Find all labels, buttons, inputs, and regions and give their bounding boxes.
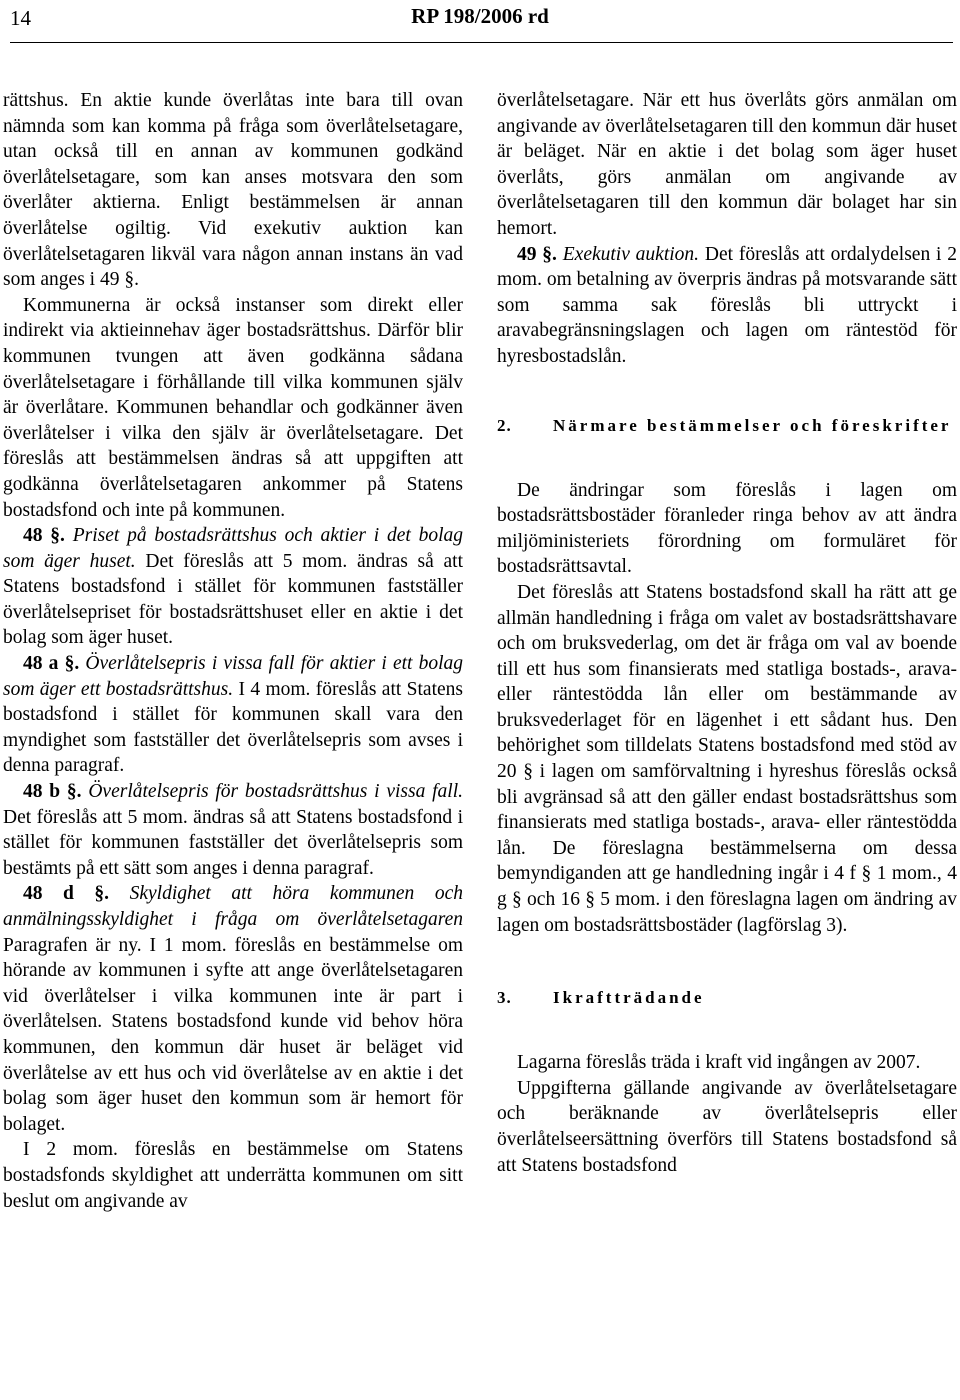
- left-column: [3, 88, 463, 1214]
- spacer: [497, 938, 957, 986]
- section-paragraph: [3, 523, 463, 651]
- section-paragraph: [3, 881, 463, 1137]
- section-paragraph: [3, 779, 463, 881]
- heading-number: 3.: [497, 988, 512, 1008]
- section-body: Det föreslås att 5 mom. ändras så att Statens bostadsfond i stället för kommunen fastställer det överlåtelsepris som bestämts på ett sätt som anges i denna paragraf.: [3, 806, 463, 879]
- paragraph: Lagarna föreslås träda i kraft vid ingången av 2007.: [517, 1052, 921, 1074]
- section-number: 49 §.: [517, 243, 557, 265]
- paragraph: överlåtelsetagare. När ett hus överlåts görs anmälan om angivande av överlåtelsetagaren till den kommun där huset är beläget. När en aktie i det bolag som äger huset överlåts, görs anmälan om angivande av överlåtelsetagaren till den kommun där bolaget har sin hemort.: [497, 90, 957, 239]
- section-title: Överlåtelsepris för bostadsrättshus i vissa fall.: [88, 781, 463, 803]
- section-number: 48 §.: [23, 525, 65, 547]
- section-paragraph: [3, 651, 463, 779]
- section-number: 48 b §.: [23, 781, 82, 803]
- paragraph: Kommunerna är också instanser som direkt eller indirekt via aktieinnehav äger bostadsrättshus. Därför blir kommunen tvungen att även godkänna sådana överlåtelsetagare i förhållande till vilka kommunen själv är överlåtare. Kommunen behandlar och godkänner även överlåtelser i vilka den själv är överlåtelsetagare. Det föreslås att bestämmelsen ändras så att uppgiften att godkänna överlåtelsetagaren ankommer på Statens bostadsfond och inte på kommunen.: [3, 294, 463, 521]
- heading-number: 2.: [497, 415, 512, 435]
- section-body: Paragrafen är ny. I 1 mom. föreslås en bestämmelse om hörande av kommunen i syfte att ange överlåtelsetagaren vid överlåtelser i vilka kommunen inte är part i överlåtelsen. Statens bostadsfond kunde vid behov höra kommunen, den kommun där huset är beläget vid överlåtelse av ett hus och vid överlåtelse av en aktie i det bolag som äger huset den kommun som är hemort för bolaget.: [3, 934, 463, 1135]
- page-header: [0, 0, 960, 46]
- paragraph: rättshus. En aktie kunde överlåtas inte bara till ovan nämnda som kan komma på fråga som överlåtelsetagare, utan också till en annan av kommunen godkänd överlåtelsetagare, som kan anses motsvara den som överlåter aktierna. Enligt bestämmelsen är annan överlåtelse ogiltig. Vid exekutiv auktion kan överlåtelsetagaren likväl vara någon annan instans än vad som anges i 49 §.: [3, 90, 463, 291]
- section-body: Det föreslås att 5 mom. ändras så att Statens bostadsfond i stället för kommunen fastställer överlåtelsepriset för bostadsrättshuset eller en aktie i det bolag som äger huset.: [3, 550, 464, 649]
- paragraph: I 2 mom. föreslås en bestämmelse om Statens bostadsfonds skyldighet att underrätta kommunen om sitt beslut om angivande av: [3, 1139, 463, 1212]
- section-title: Priset på bostadsrättshus och aktier i det bolag som äger huset.: [3, 525, 464, 572]
- section-title: Exekutiv auktion.: [562, 243, 700, 265]
- section-paragraph: [497, 242, 957, 370]
- heading-3: [497, 986, 957, 1010]
- section-title: Skyldighet att höra kommunen och anmälningsskyldighet i fråga om överlåtelsetagaren: [3, 883, 463, 930]
- right-column: [497, 88, 957, 1178]
- section-number: 48 a §.: [23, 653, 80, 675]
- paragraph: Uppgifterna gällande angivande av överlåtelsetagare och beräknande av överlåtelsepris eller överlåtelseersättning överförs till Statens bostadsfond så att Statens bostadsfond: [497, 1077, 957, 1176]
- document-reference: RP 198/2006 rd: [411, 4, 549, 28]
- page-number: 14: [10, 6, 31, 30]
- section-body: I 4 mom. föreslås att Statens bostadsfond i stället för kommunen skall vara den myndighet som fastställer det överlåtelsepris som avses i denna paragraf.: [3, 678, 463, 777]
- section-number: 48 d §.: [23, 883, 110, 905]
- heading-2: [497, 414, 957, 438]
- spacer: [497, 370, 957, 414]
- header-rule: [10, 42, 953, 43]
- heading-text: Ikraftträdande: [553, 988, 705, 1008]
- spacer: [497, 1010, 957, 1050]
- paragraph: De ändringar som föreslås i lagen om bostadsrättsbostäder föranleder ringa behov av att ändra miljöministeriets förordning om formuläret för bostadsrättsavtal.: [497, 479, 957, 578]
- section-title: Överlåtelsepris i vissa fall för aktier i ett bolag som äger ett bostadsrättshus.: [3, 653, 464, 700]
- section-body: Det föreslås att ordalydelsen i 2 mom. om betalning av överpris ändras på motsvarande sätt som samma sak föreslås bli uttryckt i aravabegränsningslagen och lagen om räntestöd för hyresbostadslån.: [497, 243, 958, 367]
- heading-text: Närmare bestämmelser och föreskrifter: [553, 415, 952, 435]
- spacer: [497, 438, 957, 478]
- paragraph: Det föreslås att Statens bostadsfond skall ha rätt att ge allmän handledning i fråga om valet av bostadsrättshavare och om bruksvederlag, om det är fråga om val av boende till ett hus som finansierats med statliga bostads-, arava- eller räntestödda lån eller om bestämmande av bruksvederlaget för en lägenhet i ett sådant hus. Den behörighet som tilldelats Statens bostadsfond med stöd av 20 § i lagen om samförvaltning i hyreshus föreslås också bli avgränsad så att den gäller endast bostadsrättshus som finansierats med statliga bostads-, arava- eller räntestödda lån. De föreslagna bestämmelserna om dessa bemyndiganden att ge handledning ingår i 4 f § 1 mom., 4 g § och 16 § 5 mom. i den föreslagna lagen om ändring av lagen om bostadsrättsbostäder (lagförslag 3).: [497, 581, 957, 936]
